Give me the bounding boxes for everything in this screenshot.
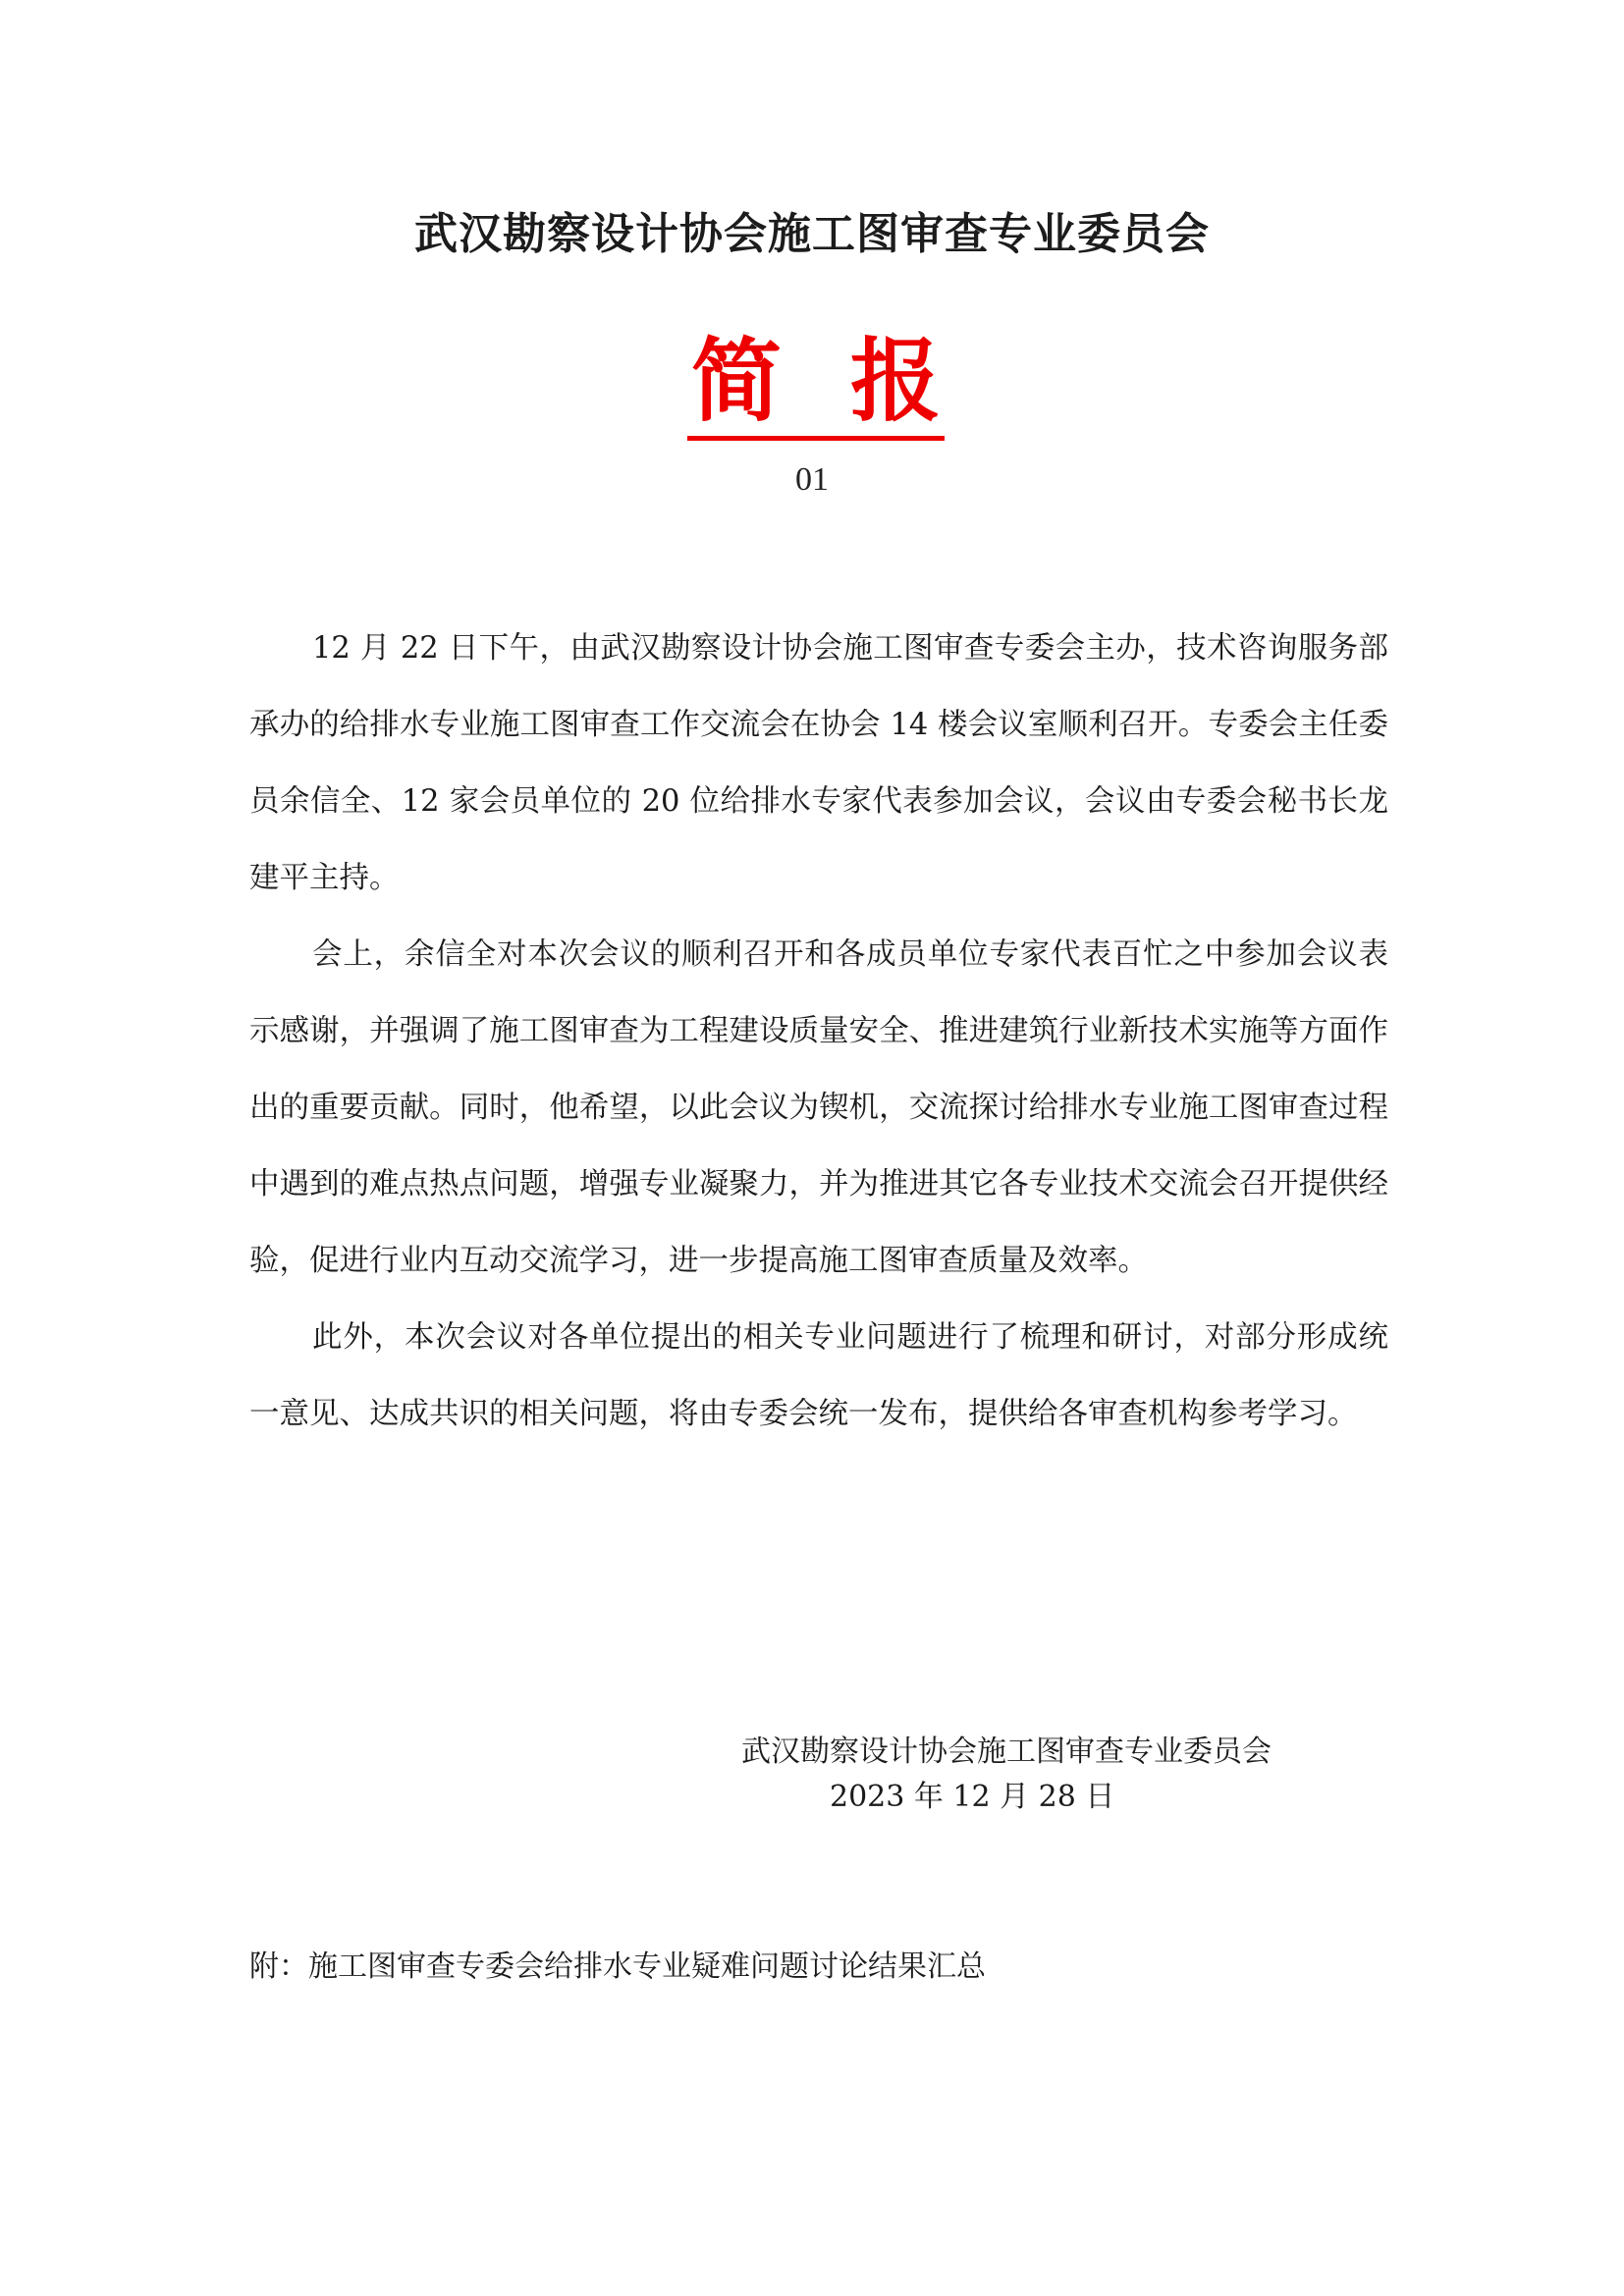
organization-title: 武汉勘察设计协会施工图审查专业委员会 (414, 209, 1210, 259)
signature-organization: 武汉勘察设计协会施工图审查专业委员会 (741, 1735, 1272, 1769)
paragraph-2: 会上，余信全对本次会议的顺利召开和各成员单位专家代表百忙之中参加会议表示感谢，并强调了施工图审查为工程建设质量安全、推进建筑行业新技术实施等方面作出的重要贡献。同时，他希望，以此会议为锲机，交流探讨给排水专业施工图审查过程中遇到的难点热点问题，增强专业凝聚力，并为推进其它各专业技术交流会召开提供经验，促进行业内互动交流学习，进一步提高施工图审查质量及效率。 (249, 937, 1388, 1278)
brief-title-char-2: 报 (850, 328, 942, 434)
paragraph-1: 12 月 22 日下午，由武汉勘察设计协会施工图审查专委会主办，技术咨询服务部承办的给排水专业施工图审查工作交流会在协会 14 楼会议室顺利召开。专委会主任委员余信全、12 家会员单位的 20 位给排水专家代表参加会议，会议由专委会秘书长龙建平主持。 (249, 631, 1388, 895)
signature-block (741, 1730, 1350, 1820)
paragraph-3: 此外，本次会议对各单位提出的相关专业问题进行了梳理和研讨，对部分形成统一意见、达成共识的相关问题，将由专委会统一发布，提供给各审查机构参考学习。 (249, 1320, 1388, 1431)
brief-title (687, 330, 945, 441)
attachment-note: 附：施工图审查专委会给排水专业疑难问题讨论结果汇总 (249, 1949, 986, 1984)
body-text (249, 611, 1388, 1453)
signature-date: 2023 年 12 月 28 日 (830, 1780, 1115, 1814)
issue-number: 01 (795, 461, 829, 498)
brief-title-char-1: 简 (690, 328, 782, 434)
